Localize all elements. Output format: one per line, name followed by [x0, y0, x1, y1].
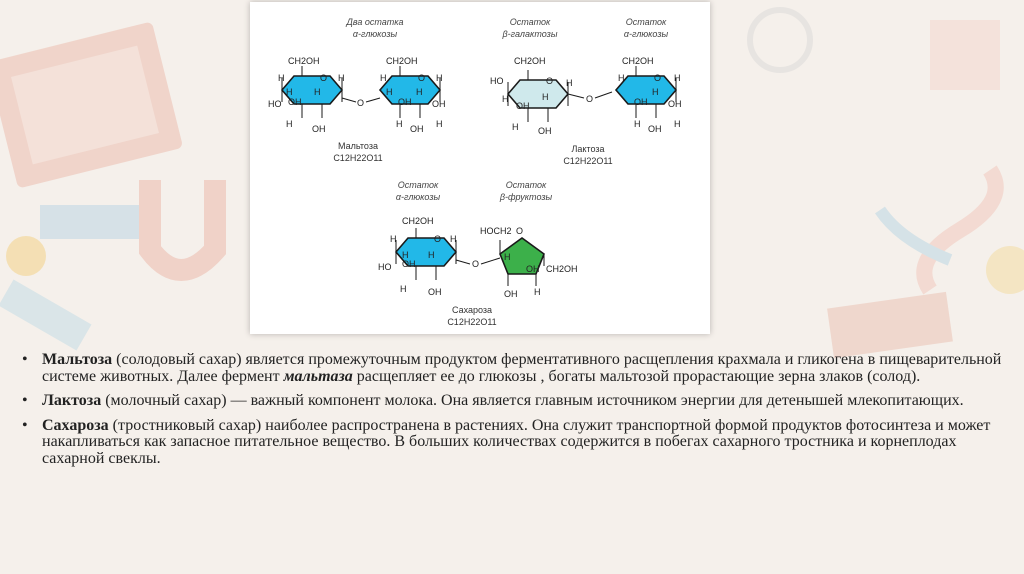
lactose-glu-caption-line2: α-глюкозы [623, 29, 669, 39]
lactose-gal-caption-line2: β-галактозы [502, 29, 558, 39]
maltose-h-2f: H [396, 119, 403, 129]
lactose-gal-h-c: H [566, 78, 573, 88]
sucrose-glu-caption-line1: Остаток [397, 180, 439, 190]
maltose-formula: C12H22O11 [333, 153, 383, 163]
sucrose-fru-hoch2: HOCH2 [480, 226, 512, 236]
sucrose-glu-h-b: H [402, 250, 409, 260]
maltose-ch2oh-1: CH2OH [288, 56, 320, 66]
maltose-text-after: расщепляет ее до глюкозы , богаты мальтозой прорастающие зерна злаков (солод). [352, 367, 921, 385]
lactose-glu-oh-b: OH [668, 99, 682, 109]
sucrose-fru-o: O [516, 226, 524, 236]
lactose-glu-oh-c: OH [648, 124, 662, 134]
sucrose-name: Сахароза [451, 305, 493, 315]
sucrose-glu-ho: HO [378, 262, 392, 272]
maltose-oh-1a: OH [288, 97, 302, 107]
list-item-maltose [22, 352, 1012, 385]
lactose-gal-o: O [546, 76, 554, 86]
lactose-glu-h-b: H [652, 87, 659, 97]
lactose-galactose-ring [508, 70, 568, 122]
maltose-h-1d: H [338, 73, 345, 83]
maltose-h-1a: H [278, 73, 285, 83]
lactose-name: Лактоза [571, 144, 605, 154]
maltose-h-2a: H [380, 73, 387, 83]
maltose-caption-line1: Два остатка [346, 17, 404, 27]
maltose-h-2d: H [436, 73, 443, 83]
lactose-glu-oh-a: OH [634, 97, 648, 107]
lactose-gal-oh-a: OH [516, 101, 530, 111]
bullet: • [22, 416, 28, 434]
lactose-gal-oh-b: OH [538, 126, 552, 136]
sucrose-fru-ch2oh: CH2OH [546, 264, 578, 274]
sucrose-glu-h-e: H [400, 284, 407, 294]
maltose-enzyme-name: мальтаза [283, 367, 353, 385]
sucrose-glu-caption-line2: α-глюкозы [395, 192, 441, 202]
sucrose-glu-h-a: H [390, 234, 397, 244]
lactose-gal-ho: HO [490, 76, 504, 86]
lactose-glu-o: O [654, 73, 662, 83]
sucrose-glu-h-c: H [428, 250, 435, 260]
sucrose-glu-oh-a: OH [402, 259, 416, 269]
maltose-h-1c: H [314, 87, 321, 97]
lactose-glu-h-d: H [674, 119, 681, 129]
maltose-h-1e: H [286, 119, 293, 129]
lactose-gal-h-d: H [512, 122, 519, 132]
sucrose-fructose-ring [500, 238, 544, 286]
maltose-h-2e: H [436, 119, 443, 129]
list-item-sucrose [22, 418, 1012, 468]
term-lactose: Лактоза [42, 392, 102, 409]
lactose-gal-caption-line1: Остаток [509, 17, 551, 27]
lactose-glu-h-e: H [634, 119, 641, 129]
maltose-name: Мальтоза [338, 141, 378, 151]
sucrose-fru-h-a: H [504, 252, 511, 262]
lactose-gal-h-b: H [542, 92, 549, 102]
term-maltose: Мальтоза [42, 351, 113, 368]
lactose-text: (молочный сахар) — важный компонент молока. Она является главным источником энергии для детенышей млекопитающих. [101, 392, 964, 409]
maltose-h-2b: H [386, 87, 393, 97]
maltose-o-2: O [418, 73, 426, 83]
sucrose-glu-ch2oh: CH2OH [402, 216, 434, 226]
disaccharide-figure [250, 2, 710, 334]
maltose-h-2c: H [416, 87, 423, 97]
sucrose-text: (тростниковый сахар) наиболее распространена в растениях. Она служит транспортной формой продуктов фотосинтеза и может накапливаться как запасное питательное вещество. В больших количествах содержится в побегах сахарного тростника и корнеплодах сахарной свеклы. [42, 416, 991, 467]
lactose-glu-caption-line1: Остаток [625, 17, 667, 27]
maltose-bridge-o: O [357, 98, 365, 108]
lactose-glu-h-c: H [674, 73, 681, 83]
maltose-oh-2b: OH [432, 99, 446, 109]
lactose-glu-h-a: H [618, 73, 625, 83]
sucrose-fru-oh-a: OH [526, 264, 540, 274]
maltose-text-before: (солодовый сахар) является промежуточным продуктом ферментативного расщепления крахмала и гликогена в пищеварительной системе животных. Далее фермент [42, 351, 1002, 385]
lactose-bridge-o: O [586, 94, 594, 104]
description-list [22, 352, 1012, 475]
maltose-h-1b: H [286, 87, 293, 97]
maltose-ch2oh-2: CH2OH [386, 56, 418, 66]
lactose-glu-ch2oh: CH2OH [622, 56, 654, 66]
sucrose-fru-caption-line2: β-фруктозы [499, 192, 553, 202]
maltose-oh-2a: OH [398, 97, 412, 107]
bullet: • [22, 351, 28, 368]
lactose-formula: C12H22O11 [563, 156, 613, 166]
maltose-oh-1b: OH [312, 124, 326, 134]
lactose-gal-h-a: H [502, 94, 509, 104]
term-sucrose: Сахароза [42, 416, 109, 434]
maltose-oh-2c: OH [410, 124, 424, 134]
sucrose-glu-oh-b: OH [428, 287, 442, 297]
sucrose-glu-h-d: H [450, 234, 457, 244]
sucrose-bridge-o: O [472, 259, 480, 269]
disaccharide-structures [250, 2, 710, 334]
maltose-caption-line2: α-глюкозы [352, 29, 398, 39]
maltose-ho-1: HO [268, 99, 282, 109]
bullet: • [22, 392, 28, 409]
sucrose-formula: C12H22O11 [447, 317, 497, 327]
lactose-gal-ch2oh: CH2OH [514, 56, 546, 66]
list-item-lactose [22, 393, 1012, 410]
maltose-o-1: O [320, 73, 328, 83]
sucrose-glu-o: O [434, 234, 442, 244]
sucrose-fru-caption-line1: Остаток [505, 180, 547, 190]
lactose-glucose-ring [616, 66, 676, 118]
sucrose-fru-oh-b: OH [504, 289, 518, 299]
sucrose-fru-h-b: H [534, 287, 541, 297]
